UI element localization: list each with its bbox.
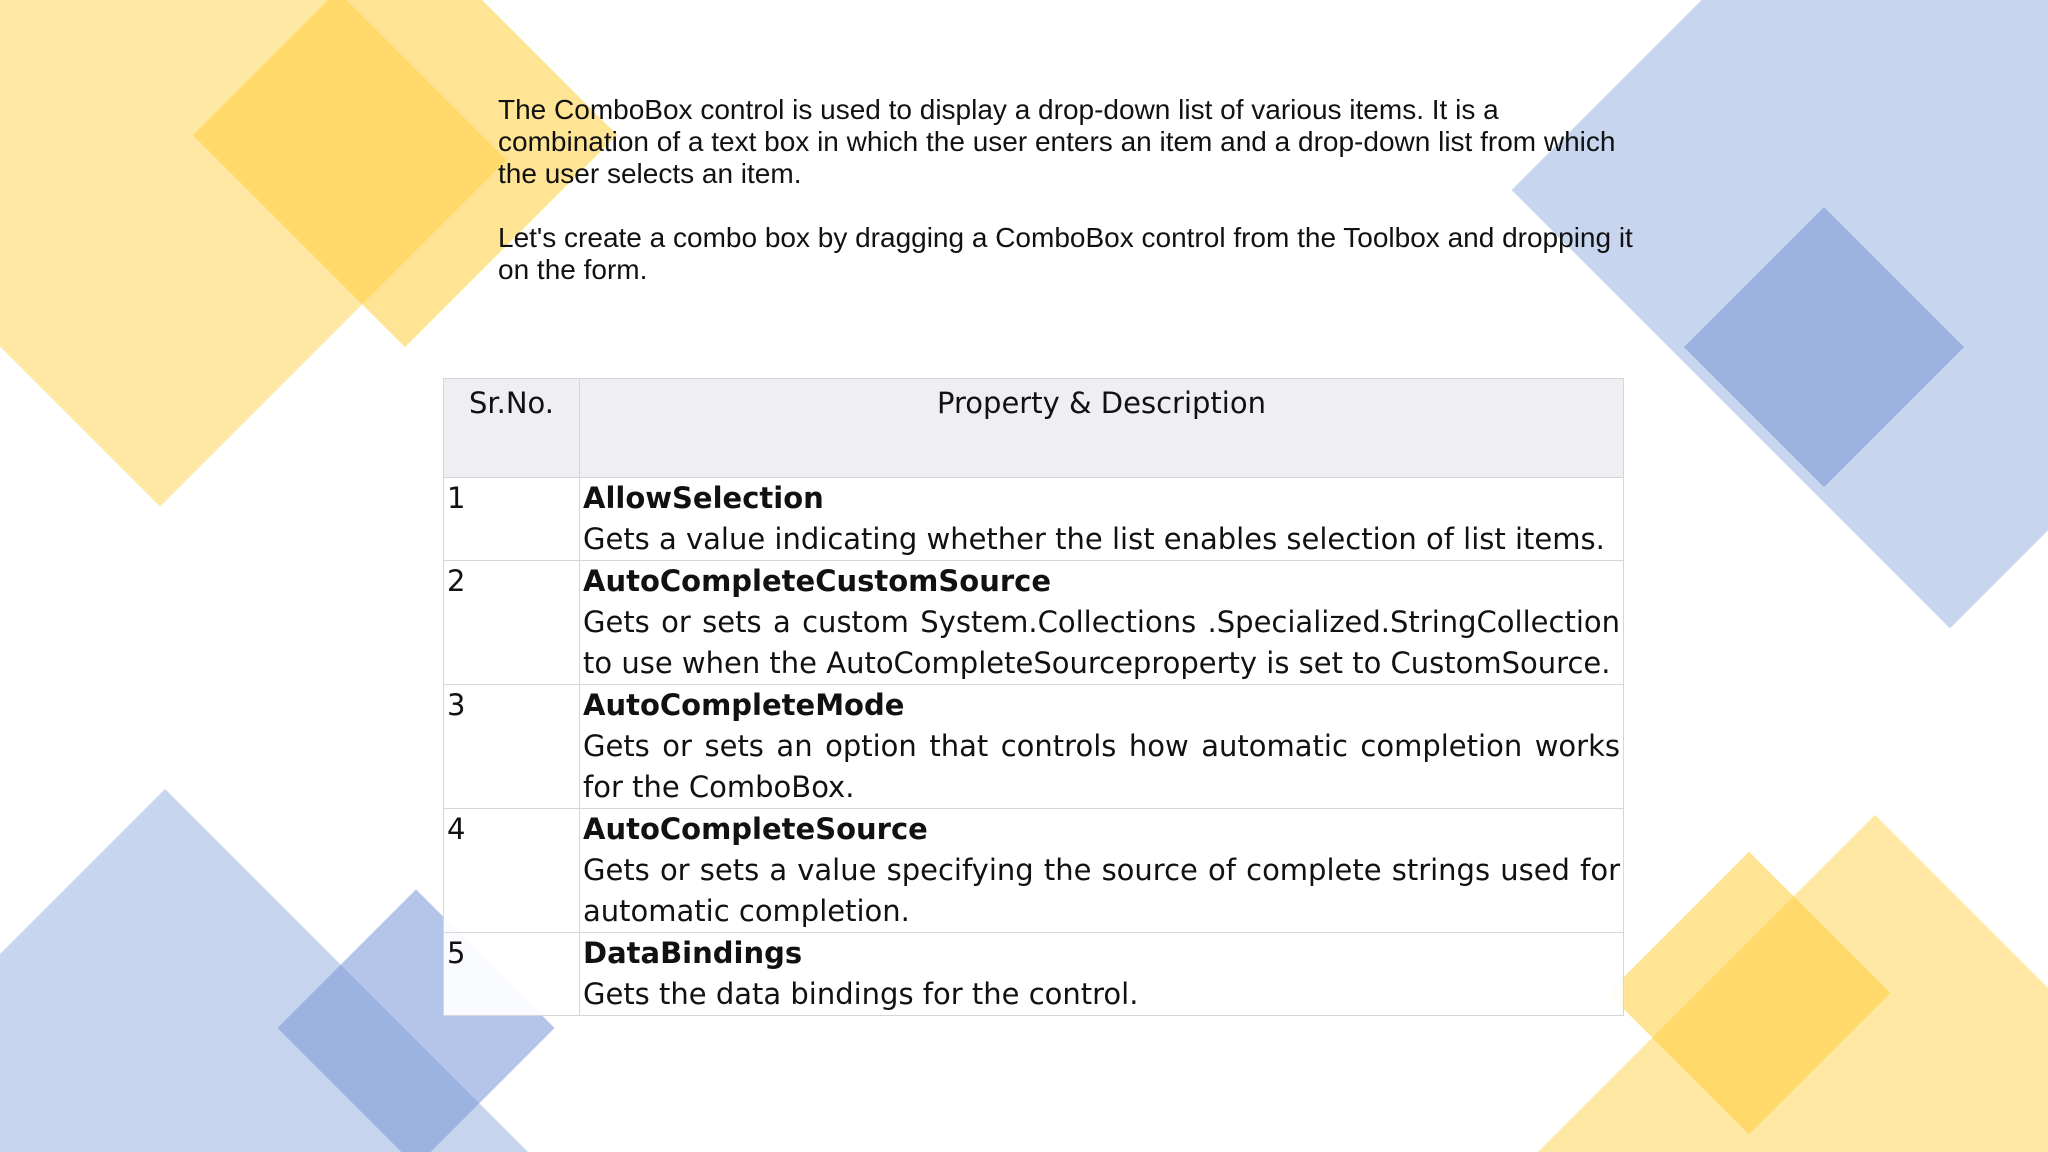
property-name: DataBindings	[583, 936, 803, 970]
property-description: Gets or sets a value specifying the source of complete strings used for automatic completion.	[583, 853, 1620, 928]
intro-text	[498, 94, 1638, 286]
table-row	[444, 478, 1624, 561]
property-table	[443, 378, 1624, 1016]
intro-paragraph-2: Let's create a combo box by dragging a ComboBox control from the Toolbox and dropping it on the form.	[498, 222, 1633, 285]
row-number: 1	[444, 478, 580, 561]
property-description: Gets or sets an option that controls how automatic completion works for the ComboBox.	[583, 729, 1620, 804]
property-description: Gets a value indicating whether the list enables selection of list items.	[583, 522, 1605, 556]
property-description: Gets the data bindings for the control.	[583, 977, 1139, 1011]
row-number: 4	[444, 809, 580, 933]
row-content	[580, 561, 1624, 685]
property-name: AllowSelection	[583, 481, 824, 515]
header-sr-no: Sr.No.	[444, 379, 580, 478]
property-name: AutoCompleteCustomSource	[583, 564, 1052, 598]
row-content	[580, 809, 1624, 933]
table-row	[444, 685, 1624, 809]
property-description: Gets or sets a custom System.Collections .Specialized.StringCollection to use when the AutoCompleteSourceproperty is set to CustomSource.	[583, 605, 1620, 680]
property-name: AutoCompleteSource	[583, 812, 928, 846]
table-row	[444, 809, 1624, 933]
header-property-description: Property & Description	[580, 379, 1624, 478]
row-content	[580, 478, 1624, 561]
row-content	[580, 933, 1624, 1016]
property-name: AutoCompleteMode	[583, 688, 905, 722]
table-row	[444, 561, 1624, 685]
intro-paragraph-1: The ComboBox control is used to display a drop-down list of various items. It is a combination of a text box in which the user enters an item and a drop-down list from which the user selects an item.	[498, 94, 1616, 189]
row-content	[580, 685, 1624, 809]
table-row	[444, 933, 1624, 1016]
row-number: 3	[444, 685, 580, 809]
row-number: 5	[444, 933, 580, 1016]
table-header-row	[444, 379, 1624, 478]
row-number: 2	[444, 561, 580, 685]
